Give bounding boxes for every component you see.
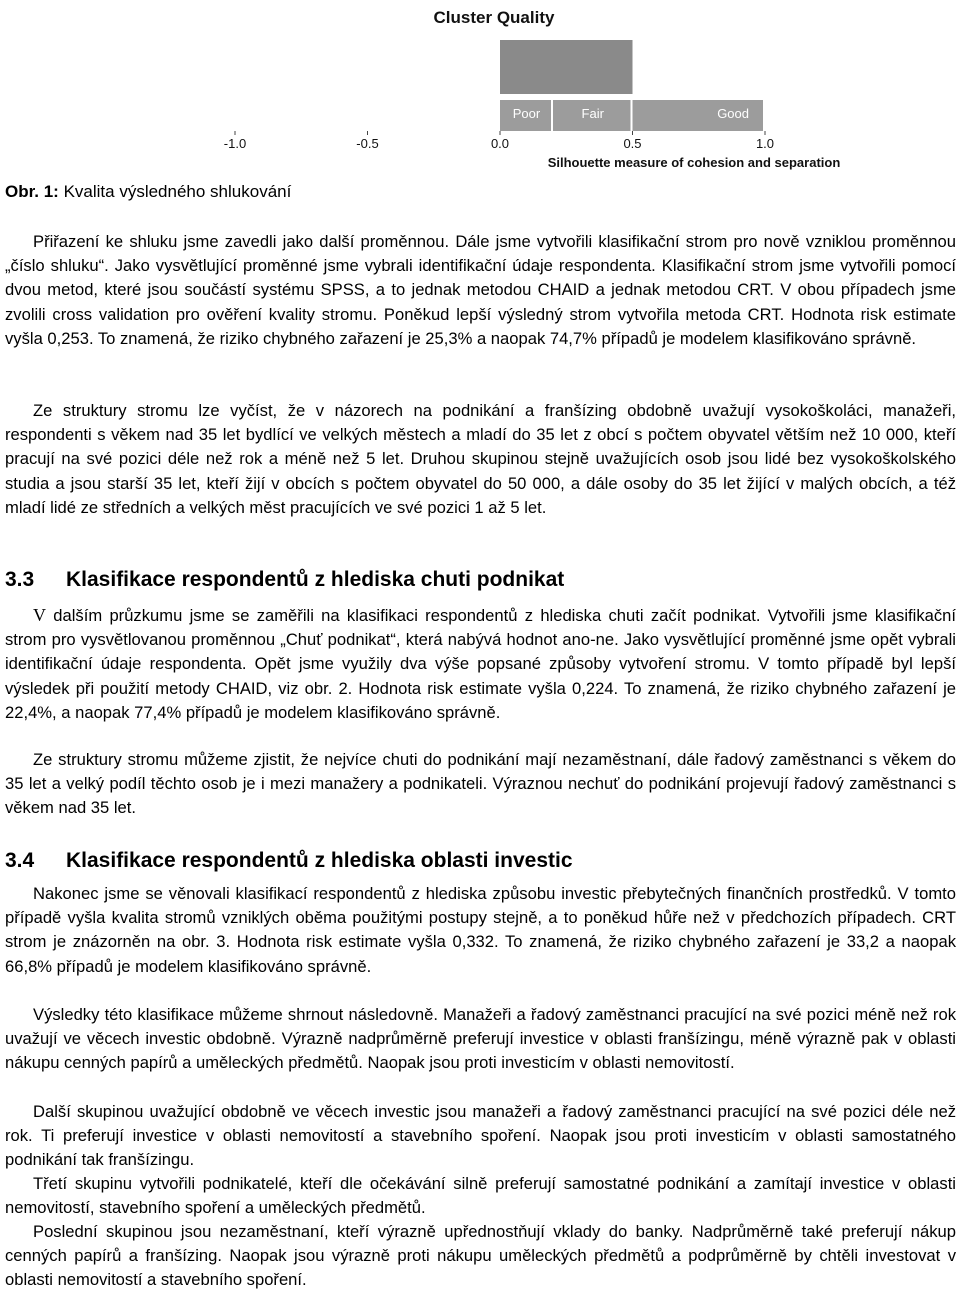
paragraph-body: dalším průzkumu jsme se zaměřili na klasifikaci respondentů z hlediska chuti začít podnikat. Vytvořili jsme klasifikační strom pro vysvětlovanou proměnnou „Chuť podnikat“, která nabývá hodnot ano-ne. Jako vysvětlující proměnné jsme opět vybrali identifikační údaje respondenta. Opět jsme využily dva výše popsané způsoby vytvoření stromu. V tomto případě byl lepší výsledek při použití metody CHAID, viz obr. 2. Hodnota risk estimate vyšla 0,224. To znamená, že riziko chybného zařazení je 22,4%, a naopak 77,4% případů je modelem klasifikováno správně. [5,606,956,722]
paragraph-tree-structure-1: Ze struktury stromu lze vyčíst, že v názorech na podnikání a franšízing obdobně uvažují vysokoškoláci, manažeři, respondenti s věkem nad 35 let bydlící ve velkých městech a mladí do 35 let z obcí s počtem obyvatel větším než 10 000, kteří pracují na své pozici déle než rok a méně než 5 let. Druhou skupinou stejně uvažujících osob jsou lidé bez vysokoškolského studia a jsou starší 35 let, kteří žijí v obcích s počtem obyvatel do 50 000, a dále osoby do 35 let žijící v malých obcích, a též mladí lidé ze středních a velkých měst pracujících ve své pozici 1 až 5 let. [5,401,956,517]
chart-title: Cluster Quality [433,8,555,27]
band-label-fair: Fair [581,106,604,121]
quality-bands [235,40,765,131]
paragraph-entrepreneurship [5,603,956,725]
paragraph-cluster-assignment: Přiřazení ke shluku jsme zavedli jako další proměnnou. Dále jsme vytvořili klasifikační strom pro nově vzniklou proměnnou „číslo shluku“. Jako vysvětlující proměnné jsme vybrali identifikační údaje respondenta. Klasifikační strom jsme vytvořili pomocí dvou metod, které jsou součástí systému SPSS, a to jednak metodou CHAID a jednak metodou CRT. V obou případech jsme zvolili cross validation pro ověření kvality stromu. Poněkud lepší výsledný strom vytvořila metoda CRT. Hodnota risk estimate vyšla 0,253. To znamená, že riziko chybného zařazení je 25,3% a naopak 74,7% případů je modelem klasifikováno správně. [5,232,956,348]
caption-label: Obr. 1: [5,182,59,201]
caption-text: Kvalita výsledného shlukování [58,182,292,201]
section-number: 3.3 [5,568,35,591]
section-number: 3.4 [5,849,35,872]
band-label-good: Good [717,106,749,121]
section-title: Klasifikace respondentů z hlediska chuti podnikat [66,568,565,591]
paragraph-tree-structure-2: Ze struktury stromu můžeme zjistit, že nejvíce chuti do podnikání mají nezaměstnaní, dále řadový zaměstnanci s věkem do 35 let a velký podíl těchto osob je i mezi manažery a podnikateli. Výraznou nechuť do podnikání projevují řadový zaměstnanci s věkem nad 35 let. [5,750,956,818]
section-title: Klasifikace respondentů z hlediska oblasti investic [66,849,573,872]
section-heading-3-4 [5,847,956,875]
tick-label: -1.0 [223,136,247,151]
silhouette-bar [500,40,633,94]
axis-ticks [224,131,774,151]
tick-label: 0.5 [623,136,642,151]
paragraph-results-group-3: Třetí skupinu vytvořili podnikatelé, kteří dle očekávání silně preferují samostatné podnikání a zamítají investice v oblasti nemovitostí, stavebního spoření a uměleckých předmětů. [5,1174,956,1218]
paragraph-initial: V [33,605,46,625]
section-heading-3-3 [5,566,956,594]
band-label-poor: Poor [512,106,541,121]
cluster-quality-chart [200,0,841,172]
x-axis-label: Silhouette measure of cohesion and separation [547,155,841,170]
cluster-quality-svg [200,0,841,172]
paragraph-results-group-1: Výsledky této klasifikace můžeme shrnout následovně. Manažeři a řadový zaměstnanci pracující na své pozici méně než rok uvažují ve věcech investic obdobně. Výrazně nadprůměrně preferují investice v oblasti franšízingu, méně výrazně pak v oblasti nákupu cenných papírů a uměleckých předmětů. Naopak jsou proti investicím v oblasti nemovitostí. [5,1005,956,1073]
figure-caption [5,180,291,204]
tick-label: 1.0 [755,136,775,151]
tick-label: -0.5 [356,136,379,151]
paragraph-results-group-2: Další skupinou uvažující obdobně ve věcech investic jsou manažeři a řadový zaměstnanci pracující na své pozici déle než rok. Ti preferují investice v oblasti nemovitostí a stavebního spoření. Naopak jsou proti investicím v oblasti samostatného podnikání tak franšízingu. [5,1102,956,1170]
tick-label: 0.0 [490,136,510,151]
paragraph-investments: Nakonec jsme se věnovali klasifikací respondentů z hlediska způsobu investic přebytečných finančních prostředků. V tomto případě vyšla kvalita stromů vzniklých oběma použitými postupy stejně, a to poněkud hůře než v předchozích případech. CRT strom je znázorněn na obr. 3. Hodnota risk estimate vyšla 0,332. To znamená, že riziko chybného zařazení je 33,2 a naopak 66,8% případů je modelem klasifikováno správně. [5,884,956,976]
paragraph-results-group-4: Poslední skupinou jsou nezaměstnaní, kteří výrazně upřednostňují vklady do banky. Nadprůměrně také preferují nákup cenných papírů a franšízing. Naopak jsou výrazně proti nákupu uměleckých předmětů a podprůměrně by chtěli investovat v oblasti nemovitostí a stavebního spoření. [5,1222,956,1290]
